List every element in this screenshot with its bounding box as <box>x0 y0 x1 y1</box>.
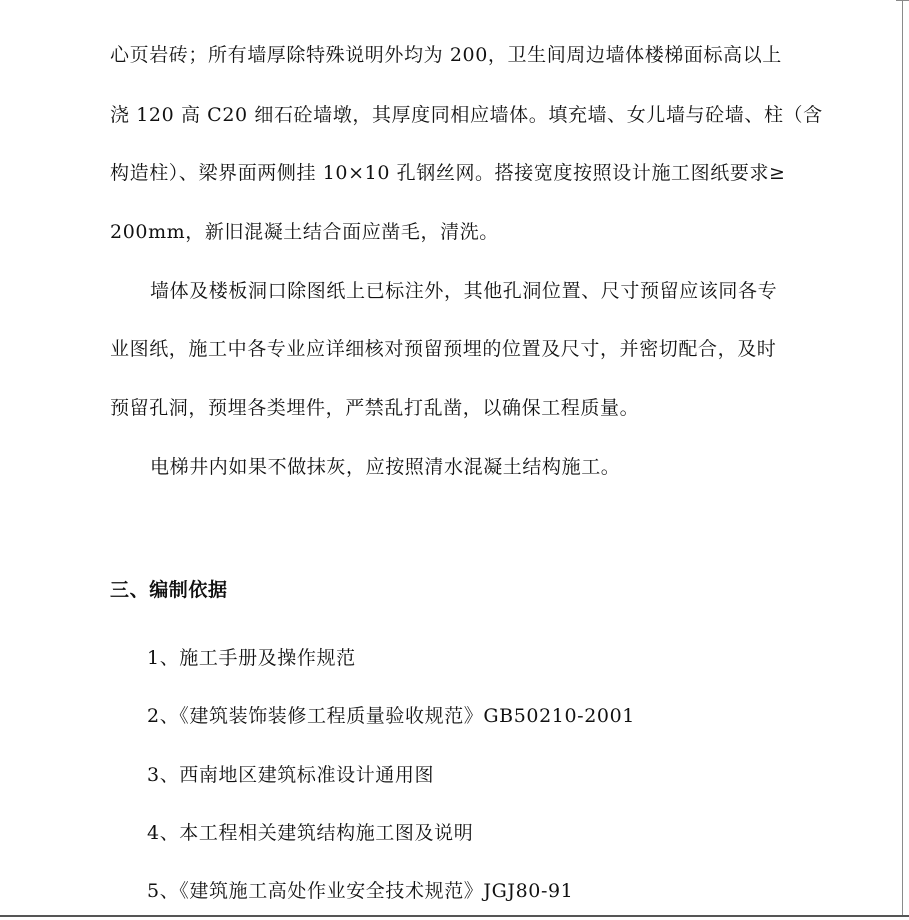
list-item: 5、《建筑施工高处作业安全技术规范》JGJ80-91 <box>147 880 574 902</box>
section-heading: 三、编制依据 <box>110 579 228 601</box>
paragraph-line: 预留孔洞，预埋各类埋件，严禁乱打乱凿，以确保工程质量。 <box>110 397 640 419</box>
paragraph-line: 构造柱）、梁界面两侧挂 10×10 孔钢丝网。搭接宽度按照设计施工图纸要求≥ <box>110 162 786 184</box>
paragraph-line: 业图纸，施工中各专业应详细核对预留预埋的位置及尺寸，并密切配合，及时 <box>110 338 777 360</box>
list-item: 2、《建筑装饰装修工程质量验收规范》GB50210-2001 <box>147 705 635 727</box>
list-item: 3、西南地区建筑标准设计通用图 <box>147 764 435 786</box>
list-item: 1、施工手册及操作规范 <box>147 647 356 669</box>
page-border-bottom <box>0 915 909 917</box>
page-border-right <box>902 0 903 916</box>
paragraph-line: 心页岩砖；所有墙厚除特殊说明外均为 200，卫生间周边墙体楼梯面标高以上 <box>110 44 782 66</box>
paragraph-line: 200mm，新旧混凝土结合面应凿毛，清洗。 <box>110 221 499 243</box>
paragraph-line: 电梯井内如果不做抹灰，应按照清水混凝土结构施工。 <box>150 456 621 478</box>
list-item: 4、本工程相关建筑结构施工图及说明 <box>147 822 474 844</box>
paragraph-line: 墙体及楼板洞口除图纸上已标注外，其他孔洞位置、尺寸预留应该同各专 <box>150 280 778 302</box>
paragraph-line: 浇 120 高 C20 细石砼墙墩，其厚度同相应墙体。填充墙、女儿墙与砼墙、柱（含 <box>110 104 823 126</box>
